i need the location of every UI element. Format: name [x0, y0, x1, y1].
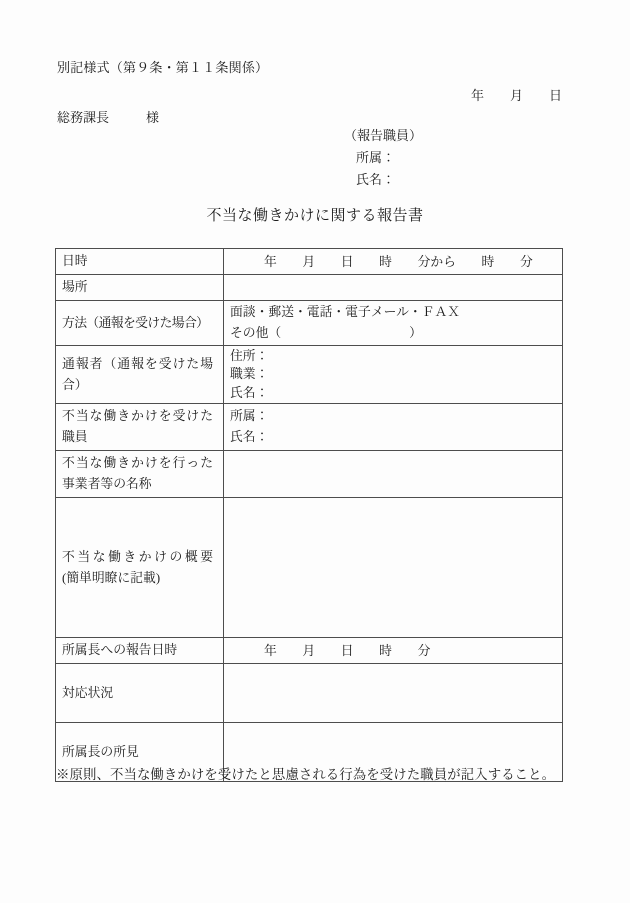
row-place: [56, 275, 563, 301]
row-offender-label: 不当な働きかけを行った事業者等の名称: [56, 451, 224, 498]
addressee-line: [57, 107, 159, 126]
employee-name-label: 氏名：: [230, 430, 269, 445]
row-affected-employee-value: [224, 404, 563, 451]
addressee-title: 総務課長: [57, 110, 110, 125]
reporter-name-label: 氏名：: [356, 172, 396, 187]
summary-label-line2: (簡単明瞭に記載): [62, 570, 161, 585]
method-other-line: その他（ ）: [230, 326, 422, 340]
row-affected-employee: [56, 404, 563, 451]
form-style-note: 別記様式（第９条・第１１条関係）: [57, 60, 269, 75]
row-report-datetime-label: 所属長への報告日時: [56, 638, 224, 664]
row-affected-employee-label: 不当な働きかけを受けた職員: [56, 404, 224, 451]
row-response-status-label: 対応状況: [56, 664, 224, 723]
row-report-datetime: [56, 638, 563, 664]
row-method: [56, 301, 563, 346]
row-method-label: 方法（通報を受けた場合）: [56, 301, 224, 346]
row-place-value: [224, 275, 563, 301]
informant-address-label: 住所：: [230, 349, 269, 363]
row-offender: [56, 451, 563, 498]
informant-occupation-label: 職業：: [230, 367, 269, 382]
date-line: 年 月 日: [470, 88, 562, 103]
row-response-status-value: [224, 664, 563, 723]
row-supervisor-opinion-label: 所属長の所見: [56, 723, 224, 782]
footnote: ※原則、不当な働きかけを受けたと思慮される行為を受けた職員が記入すること。: [56, 767, 556, 782]
method-options-line: 面談・郵送・電話・電子メール・ＦＡＸ: [230, 305, 461, 319]
report-form-table: [55, 248, 563, 782]
row-informant-label: 通報者（通報を受けた場合）: [56, 346, 224, 404]
form-title: 不当な働きかけに関する報告書: [206, 208, 424, 224]
row-summary-value: [224, 498, 563, 638]
reporter-block: [344, 125, 422, 191]
employee-affiliation-label: 所属：: [230, 409, 269, 424]
row-summary: [56, 498, 563, 638]
summary-label-line1: 不当な働きかけの概要: [62, 549, 213, 564]
row-response-status: [56, 664, 563, 723]
reporter-affiliation-label: 所属：: [356, 150, 396, 165]
row-informant-value: [224, 346, 563, 404]
reporter-heading: （報告職員）: [344, 128, 423, 143]
row-offender-value: [224, 451, 563, 498]
row-datetime: [56, 249, 563, 275]
row-place-label: 場所: [56, 275, 224, 301]
informant-name-label: 氏名：: [230, 385, 269, 400]
row-datetime-value: 年 月 日 時 分から 時 分: [224, 249, 563, 275]
row-informant: [56, 346, 563, 404]
row-method-value: [224, 301, 563, 346]
row-report-datetime-value: 年 月 日 時 分: [224, 638, 563, 664]
row-summary-label: [56, 498, 224, 638]
addressee-honorific: 様: [146, 110, 160, 125]
row-datetime-label: 日時: [56, 249, 224, 275]
